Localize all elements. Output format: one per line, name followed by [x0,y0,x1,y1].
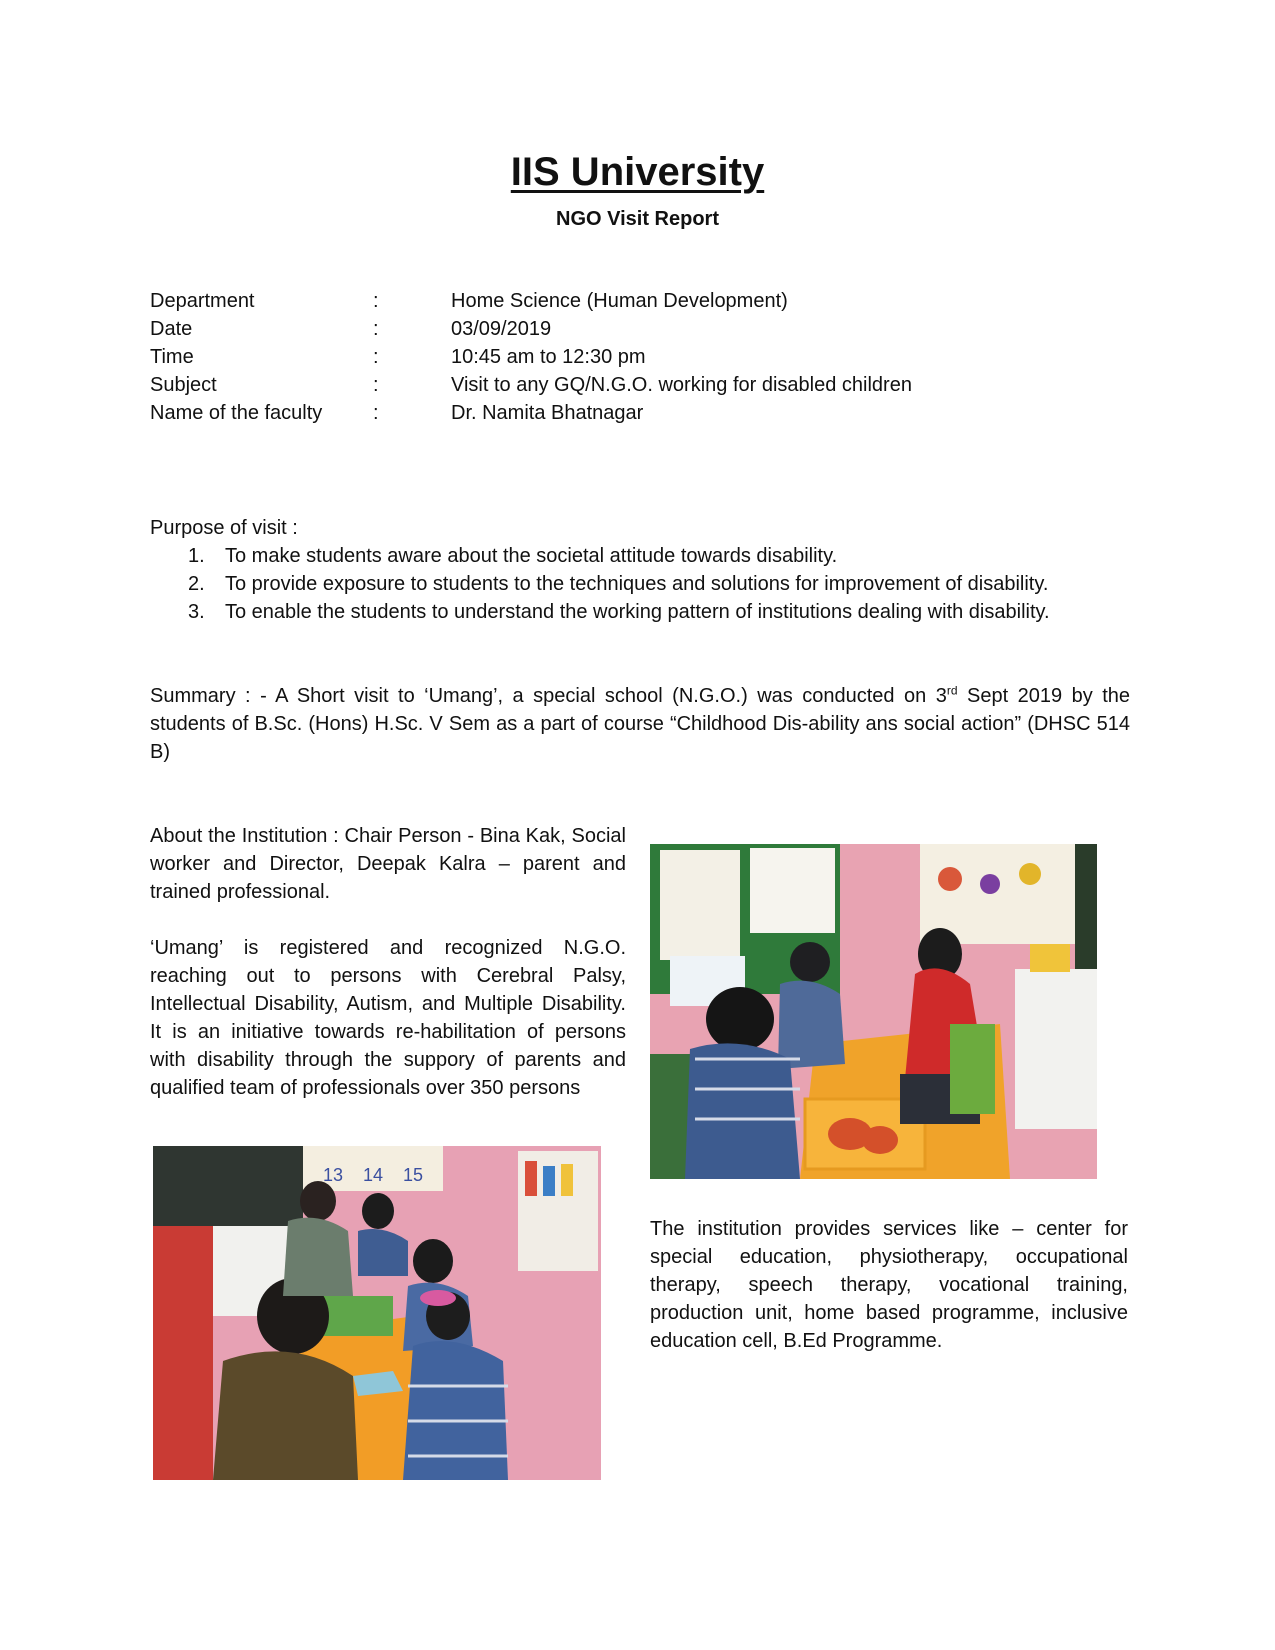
info-label: Date [150,318,193,340]
list-text: To provide exposure to students to the techniques and solutions for improvement of disability. [225,573,1049,595]
list-number: 2. [188,573,205,595]
summary-text-start: Summary : - A Short visit to ‘Umang’, a special school (N.G.O.) was conducted on 3 [150,685,947,707]
info-row-subject [150,371,1150,399]
classroom-photo-2 [153,1146,601,1480]
about-section [150,822,626,1102]
info-value: Visit to any GQ/N.G.O. working for disabled children [451,374,912,396]
info-value: 03/09/2019 [451,318,552,340]
classroom-photo-1 [650,844,1097,1179]
list-text: To enable the students to understand the working pattern of institutions dealing with disability. [225,601,1050,623]
info-separator: : [373,290,379,312]
about-paragraph-2: ‘Umang’ is registered and recognized N.G.O. reaching out to persons with Cerebral Palsy, Intellectual Disability, Autism, and Multiple Disability. It is an initiative towards re-habilitation of persons with disability through the suppory of parents and qualified team of professionals over 350 persons [150,937,626,1099]
summary-ordinal-suffix: rd [946,683,958,698]
summary-paragraph [150,682,1130,766]
list-number: 3. [188,601,205,623]
services-paragraph: The institution provides services like – center for special education, physiotherapy, occupational therapy, speech therapy, vocational training, production unit, home based programme, inclusive education cell, B.Ed Programme. [650,1218,1128,1352]
about-paragraph-1: About the Institution : Chair Person - Bina Kak, Social worker and Director, Deepak Kalra – parent and trained professional. [150,825,626,903]
document-title: IIS University [510,150,765,194]
info-separator: : [373,318,379,340]
summary-text-end: Sept 2019 by the students of B.Sc. (Hons) H.Sc. V Sem as a part of course “Childhood Dis-ability ans social action” (DHSC 514 B) [150,685,1130,763]
classroom-photo-1-image [650,844,1097,1179]
info-value: Home Science (Human Development) [451,290,788,312]
info-row-department [150,287,1150,315]
list-item [150,570,1140,598]
purpose-list [150,542,1140,626]
list-text: To make students aware about the societal attitude towards disability. [225,545,838,567]
list-item [150,542,1140,570]
info-separator: : [373,402,379,424]
info-separator: : [373,346,379,368]
info-row-time [150,343,1150,371]
info-separator: : [373,374,379,396]
info-table [150,287,1150,427]
info-row-date [150,315,1150,343]
purpose-heading: Purpose of visit : [150,517,298,539]
list-number: 1. [188,545,205,567]
classroom-photo-2-image [153,1146,601,1480]
info-value: 10:45 am to 12:30 pm [451,346,646,368]
info-label: Name of the faculty [150,402,323,424]
purpose-section [150,514,1140,626]
info-label: Subject [150,374,217,396]
wall-number: 13 [323,1165,344,1185]
info-value: Dr. Namita Bhatnagar [451,402,644,424]
wall-number: 14 [363,1165,384,1185]
document-subtitle: NGO Visit Report [556,208,719,230]
list-item [150,598,1140,626]
info-label: Department [150,290,255,312]
wall-number: 15 [403,1165,424,1185]
info-label: Time [150,346,194,368]
info-row-faculty [150,399,1150,427]
